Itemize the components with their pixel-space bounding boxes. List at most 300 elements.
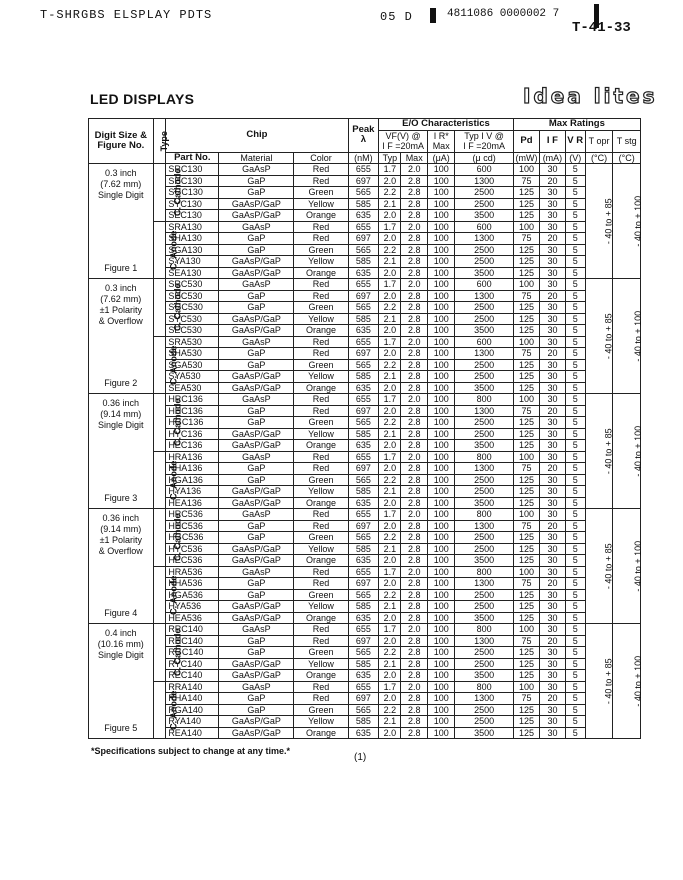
col-peak: Peak λ [348, 119, 379, 153]
type-cell: C. Cathode [153, 624, 166, 682]
cell-ir-max: 100 [427, 658, 455, 670]
tstg-range-cell: - 40 to + 100 [613, 509, 641, 624]
cell-vf-max: 2.8 [401, 693, 427, 705]
figure-label: Figure 3 [104, 493, 138, 503]
cell-ir-max: 100 [427, 164, 455, 176]
cell-vf-typ: 2.2 [379, 474, 401, 486]
cell-vf-max: 2.8 [401, 555, 427, 567]
cell-iv-typ: 2500 [455, 532, 513, 544]
cell-part-no: SRA130 [166, 221, 219, 233]
cell-iv-typ: 800 [455, 624, 513, 636]
cell-ir-max: 100 [427, 348, 455, 360]
cell-vf-max: 2.8 [401, 578, 427, 590]
cell-color: Red [294, 566, 348, 578]
cell-if: 30 [540, 543, 565, 555]
cell-pd: 100 [513, 394, 539, 406]
cell-peak-nm: 585 [348, 198, 379, 210]
cell-ir-max: 100 [427, 474, 455, 486]
cell-part-no: HRC136 [166, 394, 219, 406]
cell-vr: 5 [565, 589, 585, 601]
cell-iv-typ: 2500 [455, 716, 513, 728]
cell-peak-nm: 635 [348, 440, 379, 452]
cell-part-no: SHC130 [166, 175, 219, 187]
cell-vf-max: 2.0 [401, 336, 427, 348]
cell-vr: 5 [565, 417, 585, 429]
cell-vr: 5 [565, 244, 585, 256]
cell-vf-max: 2.8 [401, 325, 427, 337]
digit-size-line: Single Digit [98, 650, 144, 660]
table-row [89, 405, 641, 417]
figure-label: Figure 1 [104, 263, 138, 273]
cell-vf-typ: 2.0 [379, 233, 401, 245]
cell-peak-nm: 697 [348, 290, 379, 302]
cell-vf-max: 2.0 [401, 624, 427, 636]
digit-size-line: ±1 Polarity [99, 535, 143, 545]
digit-size-line: & Overflow [98, 316, 143, 326]
cell-iv-typ: 1300 [455, 233, 513, 245]
cell-vf-max: 2.8 [401, 716, 427, 728]
cell-vr: 5 [565, 566, 585, 578]
cell-ir-max: 100 [427, 428, 455, 440]
tstg-range-cell: - 40 to + 100 [613, 394, 641, 509]
cell-vf-max: 2.8 [401, 244, 427, 256]
figure-label: Figure 4 [104, 608, 138, 618]
cell-vf-max: 2.8 [401, 198, 427, 210]
cell-pd: 125 [513, 716, 539, 728]
cell-if: 30 [540, 509, 565, 521]
cell-vf-typ: 2.0 [379, 405, 401, 417]
cell-iv-typ: 2500 [455, 601, 513, 613]
cell-if: 20 [540, 635, 565, 647]
cell-iv-typ: 2500 [455, 198, 513, 210]
cell-ir-max: 100 [427, 371, 455, 383]
digit-size-line: 0.36 inch [102, 398, 140, 408]
cell-material: GaAsP [219, 451, 294, 463]
cell-ir-max: 100 [427, 555, 455, 567]
cell-ir-max: 100 [427, 336, 455, 348]
cell-part-no: HHC136 [166, 405, 219, 417]
cell-peak-nm: 565 [348, 589, 379, 601]
cell-vf-typ: 1.7 [379, 681, 401, 693]
digit-size-line: Single Digit [98, 190, 144, 200]
cell-vf-max: 2.0 [401, 566, 427, 578]
cell-if: 30 [540, 359, 565, 371]
cell-part-no: SHA530 [166, 348, 219, 360]
cell-if: 30 [540, 394, 565, 406]
cell-vf-max: 2.8 [401, 290, 427, 302]
cell-if: 30 [540, 313, 565, 325]
cell-color: Yellow [294, 658, 348, 670]
cell-material: GaAsP [219, 509, 294, 521]
cell-vf-max: 2.8 [401, 589, 427, 601]
table-row [89, 221, 641, 233]
cell-ir-max: 100 [427, 198, 455, 210]
type-cell: C. Cathode [153, 394, 166, 452]
cell-part-no: RHC140 [166, 635, 219, 647]
cell-color: Orange [294, 267, 348, 279]
cell-ir-max: 100 [427, 589, 455, 601]
col-topr-unit: (°C) [585, 152, 613, 164]
cell-iv-typ: 800 [455, 566, 513, 578]
cell-pd: 100 [513, 336, 539, 348]
table-row [89, 302, 641, 314]
cell-pd: 125 [513, 198, 539, 210]
cell-vr: 5 [565, 348, 585, 360]
cell-if: 20 [540, 348, 565, 360]
cell-vf-typ: 2.1 [379, 601, 401, 613]
topr-range-cell: - 40 to + 85 [585, 394, 613, 509]
cell-vr: 5 [565, 336, 585, 348]
cell-iv-typ: 2500 [455, 647, 513, 659]
digit-size-line: (7.62 mm) [100, 294, 142, 304]
cell-part-no: SHA130 [166, 233, 219, 245]
cell-part-no: SEC530 [166, 325, 219, 337]
cell-material: GaAsP [219, 221, 294, 233]
cell-vf-max: 2.8 [401, 440, 427, 452]
cell-vf-typ: 2.0 [379, 727, 401, 739]
cell-color: Yellow [294, 256, 348, 268]
doc-code: T-41-33 [572, 20, 631, 36]
cell-material: GaP [219, 175, 294, 187]
cell-peak-nm: 585 [348, 256, 379, 268]
cell-if: 30 [540, 440, 565, 452]
cell-peak-nm: 635 [348, 727, 379, 739]
cell-pd: 75 [513, 348, 539, 360]
col-pd: Pd [513, 130, 539, 152]
col-vf-typ: Typ [379, 152, 401, 164]
cell-material: GaAsP/GaP [219, 382, 294, 394]
table-row [89, 394, 641, 406]
cell-pd: 125 [513, 359, 539, 371]
cell-ir-max: 100 [427, 302, 455, 314]
cell-iv-typ: 2500 [455, 543, 513, 555]
cell-vr: 5 [565, 532, 585, 544]
digit-size-line: 0.3 inch [105, 283, 137, 293]
cell-color: Green [294, 589, 348, 601]
table-row [89, 566, 641, 578]
cell-peak-nm: 655 [348, 451, 379, 463]
cell-vr: 5 [565, 693, 585, 705]
cell-iv-typ: 2500 [455, 244, 513, 256]
cell-vr: 5 [565, 394, 585, 406]
cell-vf-max: 2.8 [401, 428, 427, 440]
cell-material: GaP [219, 578, 294, 590]
cell-part-no: SYA530 [166, 371, 219, 383]
cell-vf-max: 2.0 [401, 509, 427, 521]
cell-vf-max: 2.8 [401, 405, 427, 417]
cell-ir-max: 100 [427, 210, 455, 222]
cell-pd: 125 [513, 589, 539, 601]
cell-if: 30 [540, 601, 565, 613]
barcode-mark [430, 8, 436, 23]
cell-vr: 5 [565, 658, 585, 670]
cell-vf-max: 2.8 [401, 256, 427, 268]
cell-vf-max: 2.8 [401, 486, 427, 498]
cell-peak-nm: 565 [348, 417, 379, 429]
cell-peak-nm: 635 [348, 267, 379, 279]
table-row [89, 175, 641, 187]
cell-part-no: HYA536 [166, 601, 219, 613]
cell-pd: 125 [513, 428, 539, 440]
cell-peak-nm: 655 [348, 279, 379, 291]
cell-pd: 125 [513, 313, 539, 325]
cell-if: 30 [540, 486, 565, 498]
cell-iv-typ: 2500 [455, 302, 513, 314]
cell-vf-typ: 2.2 [379, 532, 401, 544]
digit-size-cell [89, 624, 154, 739]
col-material: Material [219, 152, 294, 164]
cell-color: Green [294, 302, 348, 314]
cell-pd: 75 [513, 405, 539, 417]
cell-iv-typ: 2500 [455, 359, 513, 371]
cell-part-no: HYC136 [166, 428, 219, 440]
cell-iv-typ: 2500 [455, 313, 513, 325]
cell-ir-max: 100 [427, 175, 455, 187]
cell-material: GaP [219, 417, 294, 429]
cell-if: 20 [540, 578, 565, 590]
cell-vr: 5 [565, 543, 585, 555]
cell-ir-max: 100 [427, 451, 455, 463]
cell-pd: 75 [513, 635, 539, 647]
cell-vf-typ: 2.0 [379, 175, 401, 187]
cell-peak-nm: 655 [348, 566, 379, 578]
cell-vr: 5 [565, 451, 585, 463]
cell-part-no: SEA530 [166, 382, 219, 394]
type-cell: C. Anode [153, 221, 166, 279]
cell-ir-max: 100 [427, 532, 455, 544]
col-nm: (nM) [348, 152, 379, 164]
cell-vr: 5 [565, 670, 585, 682]
cell-peak-nm: 565 [348, 647, 379, 659]
cell-if: 30 [540, 647, 565, 659]
cell-ir-max: 100 [427, 716, 455, 728]
footnote: *Specifications subject to change at any time.* [91, 746, 291, 756]
cell-pd: 100 [513, 279, 539, 291]
cell-material: GaP [219, 532, 294, 544]
cell-pd: 125 [513, 256, 539, 268]
cell-material: GaAsP/GaP [219, 256, 294, 268]
cell-color: Orange [294, 497, 348, 509]
digit-size-cell [89, 164, 154, 279]
cell-part-no: HRC536 [166, 509, 219, 521]
cell-if: 30 [540, 704, 565, 716]
cell-material: GaP [219, 693, 294, 705]
cell-peak-nm: 655 [348, 681, 379, 693]
cell-vr: 5 [565, 601, 585, 613]
cell-vr: 5 [565, 187, 585, 199]
cell-color: Yellow [294, 543, 348, 555]
cell-vf-max: 2.8 [401, 267, 427, 279]
cell-color: Red [294, 635, 348, 647]
cell-if: 20 [540, 463, 565, 475]
cell-material: GaP [219, 405, 294, 417]
cell-pd: 125 [513, 187, 539, 199]
cell-vf-typ: 2.2 [379, 589, 401, 601]
cell-color: Red [294, 348, 348, 360]
table-row [89, 681, 641, 693]
table-row [89, 670, 641, 682]
cell-color: Red [294, 164, 348, 176]
cell-part-no: SGC130 [166, 187, 219, 199]
cell-pd: 125 [513, 382, 539, 394]
cell-vr: 5 [565, 509, 585, 521]
cell-vf-max: 2.8 [401, 417, 427, 429]
col-digit-size: Digit Size & Figure No. [89, 119, 154, 164]
cell-color: Orange [294, 727, 348, 739]
cell-vf-typ: 2.2 [379, 704, 401, 716]
cell-part-no: HYC536 [166, 543, 219, 555]
cell-part-no: HEC536 [166, 555, 219, 567]
col-tstg-unit: (°C) [613, 152, 641, 164]
cell-iv-typ: 3500 [455, 727, 513, 739]
col-vr: V R [565, 130, 585, 152]
cell-vf-typ: 2.0 [379, 693, 401, 705]
cell-pd: 75 [513, 693, 539, 705]
cell-part-no: SYC130 [166, 198, 219, 210]
cell-material: GaAsP/GaP [219, 486, 294, 498]
cell-material: GaAsP [219, 279, 294, 291]
cell-color: Yellow [294, 601, 348, 613]
cell-vf-max: 2.8 [401, 359, 427, 371]
cell-part-no: RGC140 [166, 647, 219, 659]
cell-vf-typ: 1.7 [379, 164, 401, 176]
cell-peak-nm: 697 [348, 578, 379, 590]
table-row [89, 440, 641, 452]
cell-part-no: REA140 [166, 727, 219, 739]
cell-peak-nm: 635 [348, 325, 379, 337]
cell-peak-nm: 635 [348, 670, 379, 682]
cell-peak-nm: 565 [348, 359, 379, 371]
cell-if: 30 [540, 624, 565, 636]
cell-peak-nm: 565 [348, 474, 379, 486]
cell-ir-max: 100 [427, 233, 455, 245]
cell-vf-max: 2.8 [401, 601, 427, 613]
cell-vf-typ: 1.7 [379, 336, 401, 348]
cell-ir-max: 100 [427, 670, 455, 682]
cell-material: GaP [219, 233, 294, 245]
cell-vf-typ: 2.1 [379, 428, 401, 440]
scan-header-left: T-SHRGBS ELSPLAY PDTS [40, 8, 213, 22]
cell-iv-typ: 2500 [455, 256, 513, 268]
digit-size-line: Single Digit [98, 420, 144, 430]
cell-vf-typ: 2.0 [379, 325, 401, 337]
cell-peak-nm: 585 [348, 486, 379, 498]
cell-iv-typ: 2500 [455, 371, 513, 383]
cell-if: 20 [540, 693, 565, 705]
table-row [89, 210, 641, 222]
cell-vf-typ: 2.1 [379, 313, 401, 325]
cell-iv-typ: 1300 [455, 578, 513, 590]
cell-iv-typ: 2500 [455, 486, 513, 498]
cell-vf-typ: 2.1 [379, 198, 401, 210]
cell-pd: 125 [513, 601, 539, 613]
digit-size-line: & Overflow [98, 546, 143, 556]
cell-material: GaAsP/GaP [219, 555, 294, 567]
figure-label: Figure 2 [104, 378, 138, 388]
digit-size-cell [89, 279, 154, 394]
cell-iv-typ: 3500 [455, 440, 513, 452]
col-if: I F [540, 130, 565, 152]
cell-material: GaAsP/GaP [219, 371, 294, 383]
cell-peak-nm: 697 [348, 693, 379, 705]
cell-pd: 125 [513, 543, 539, 555]
page-number: (1) [354, 752, 367, 763]
cell-part-no: HEC136 [166, 440, 219, 452]
cell-vf-typ: 1.7 [379, 566, 401, 578]
cell-part-no: RRC140 [166, 624, 219, 636]
cell-vr: 5 [565, 290, 585, 302]
cell-pd: 125 [513, 417, 539, 429]
spec-table [88, 118, 644, 739]
cell-ir-max: 100 [427, 440, 455, 452]
cell-vr: 5 [565, 382, 585, 394]
topr-range-cell: - 40 to + 85 [585, 279, 613, 394]
cell-material: GaAsP/GaP [219, 543, 294, 555]
cell-peak-nm: 635 [348, 612, 379, 624]
cell-vf-typ: 2.0 [379, 635, 401, 647]
topr-range-cell: - 40 to + 85 [585, 624, 613, 739]
cell-iv-typ: 3500 [455, 382, 513, 394]
cell-if: 30 [540, 497, 565, 509]
cell-material: GaAsP/GaP [219, 313, 294, 325]
cell-if: 30 [540, 532, 565, 544]
col-chip: Chip [166, 119, 348, 153]
cell-ir-max: 100 [427, 244, 455, 256]
cell-vr: 5 [565, 474, 585, 486]
col-part-no: Part No. [166, 152, 219, 164]
cell-peak-nm: 585 [348, 313, 379, 325]
cell-material: GaP [219, 520, 294, 532]
cell-vr: 5 [565, 428, 585, 440]
cell-color: Yellow [294, 198, 348, 210]
cell-pd: 125 [513, 440, 539, 452]
cell-ir-max: 100 [427, 612, 455, 624]
cell-peak-nm: 565 [348, 302, 379, 314]
cell-material: GaAsP/GaP [219, 497, 294, 509]
cell-iv-typ: 3500 [455, 210, 513, 222]
cell-color: Orange [294, 210, 348, 222]
cell-vf-typ: 2.0 [379, 463, 401, 475]
cell-material: GaAsP/GaP [219, 267, 294, 279]
cell-pd: 125 [513, 474, 539, 486]
cell-material: GaP [219, 359, 294, 371]
cell-peak-nm: 697 [348, 233, 379, 245]
cell-color: Red [294, 463, 348, 475]
cell-vf-max: 2.0 [401, 221, 427, 233]
cell-if: 30 [540, 187, 565, 199]
cell-color: Green [294, 187, 348, 199]
type-cell: C. Anode [153, 451, 166, 509]
cell-material: GaP [219, 647, 294, 659]
table-row [89, 279, 641, 291]
cell-vf-max: 2.8 [401, 612, 427, 624]
col-ir-unit: (μA) [427, 152, 455, 164]
cell-peak-nm: 585 [348, 428, 379, 440]
cell-material: GaP [219, 474, 294, 486]
cell-vr: 5 [565, 635, 585, 647]
cell-ir-max: 100 [427, 279, 455, 291]
table-row [89, 325, 641, 337]
cell-color: Green [294, 417, 348, 429]
cell-ir-max: 100 [427, 221, 455, 233]
type-cell: C. Anode [153, 566, 166, 624]
cell-material: GaP [219, 348, 294, 360]
cell-pd: 75 [513, 578, 539, 590]
cell-part-no: SEC130 [166, 210, 219, 222]
cell-pd: 75 [513, 233, 539, 245]
cell-if: 30 [540, 681, 565, 693]
cell-peak-nm: 697 [348, 635, 379, 647]
